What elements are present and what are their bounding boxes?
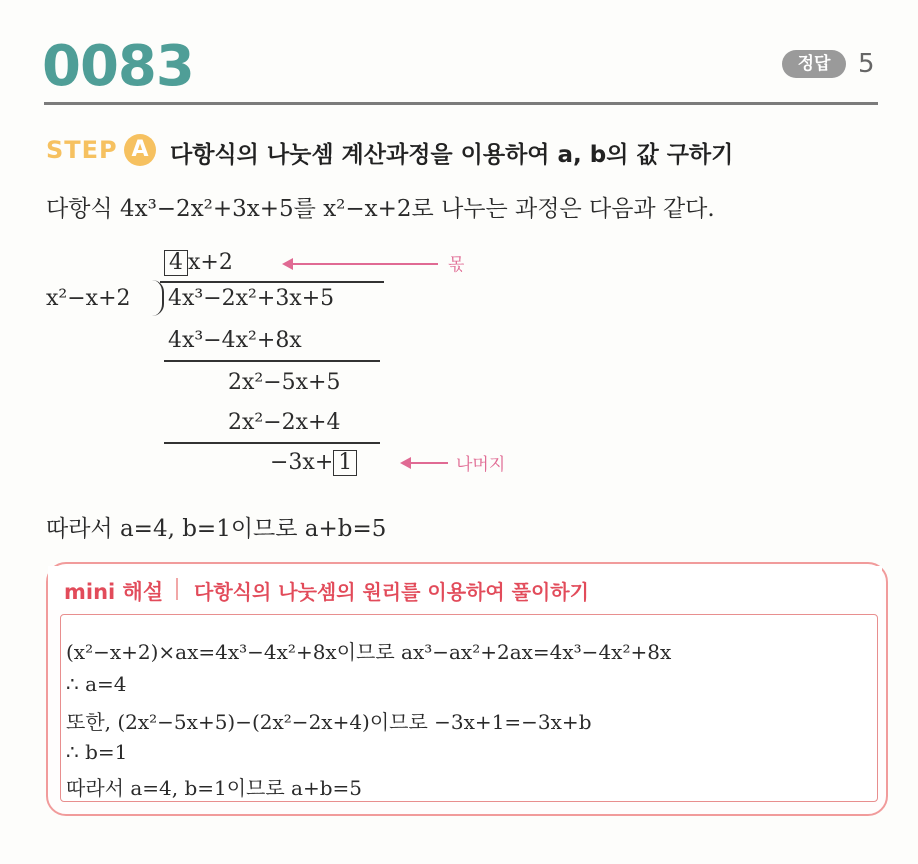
- remainder: [270, 450, 357, 476]
- conclusion: 따라서 a=4, b=1이므로 a+b=5: [46, 516, 387, 542]
- step-title: 다항식의 나눗셈 계산과정을 이용하여 a, b의 값 구하기: [170, 142, 734, 168]
- mini-label: mini 해설: [64, 580, 164, 604]
- division-row-3: 2x²−2x+4: [228, 410, 341, 435]
- division-row-2: 2x²−5x+5: [228, 370, 341, 395]
- mini-line-3: 또한, (2x²−5x+5)−(2x²−2x+4)이므로 −3x+1=−3x+b: [66, 710, 592, 734]
- mini-line-1: (x²−x+2)×ax=4x³−4x²+8x이므로 ax³−ax²+2ax=4x³−4x²+8x: [66, 640, 672, 664]
- division-top-rule: [160, 281, 384, 283]
- remainder-prefix: −3x+: [270, 450, 334, 475]
- division-rule-1: [164, 360, 380, 362]
- divisor: x²−x+2: [46, 286, 131, 311]
- quotient-boxed-value: 4: [164, 250, 188, 276]
- dividend: 4x³−2x²+3x+5: [168, 286, 335, 311]
- step-label: STEP: [46, 136, 118, 164]
- division-bracket: [152, 280, 164, 316]
- answer-value: 5: [858, 49, 875, 79]
- mini-line-5: 따라서 a=4, b=1이므로 a+b=5: [66, 776, 363, 800]
- problem-number: 0083: [42, 34, 194, 99]
- quotient: [164, 250, 233, 276]
- header-divider: [44, 102, 878, 105]
- quotient-label: 몫: [448, 255, 465, 275]
- mini-line-4: ∴ b=1: [66, 740, 128, 764]
- intro-sentence: 다항식 4x³−2x²+3x+5를 x²−x+2로 나누는 과정은 다음과 같다.: [46, 196, 715, 222]
- remainder-arrow-line: [408, 462, 448, 464]
- division-rule-2: [164, 442, 380, 444]
- step-letter-badge: A: [124, 134, 156, 166]
- division-row-1: 4x³−4x²+8x: [168, 328, 302, 353]
- quotient-arrow-line: [290, 263, 438, 265]
- mini-line-2: ∴ a=4: [66, 672, 127, 696]
- mini-separator: [176, 578, 178, 600]
- mini-title: 다항식의 나눗셈의 원리를 이용하여 풀이하기: [194, 580, 589, 604]
- answer-badge: 정답: [782, 50, 846, 78]
- quotient-rest: x+2: [188, 250, 233, 275]
- remainder-label: 나머지: [456, 455, 506, 475]
- remainder-boxed-value: 1: [333, 450, 357, 476]
